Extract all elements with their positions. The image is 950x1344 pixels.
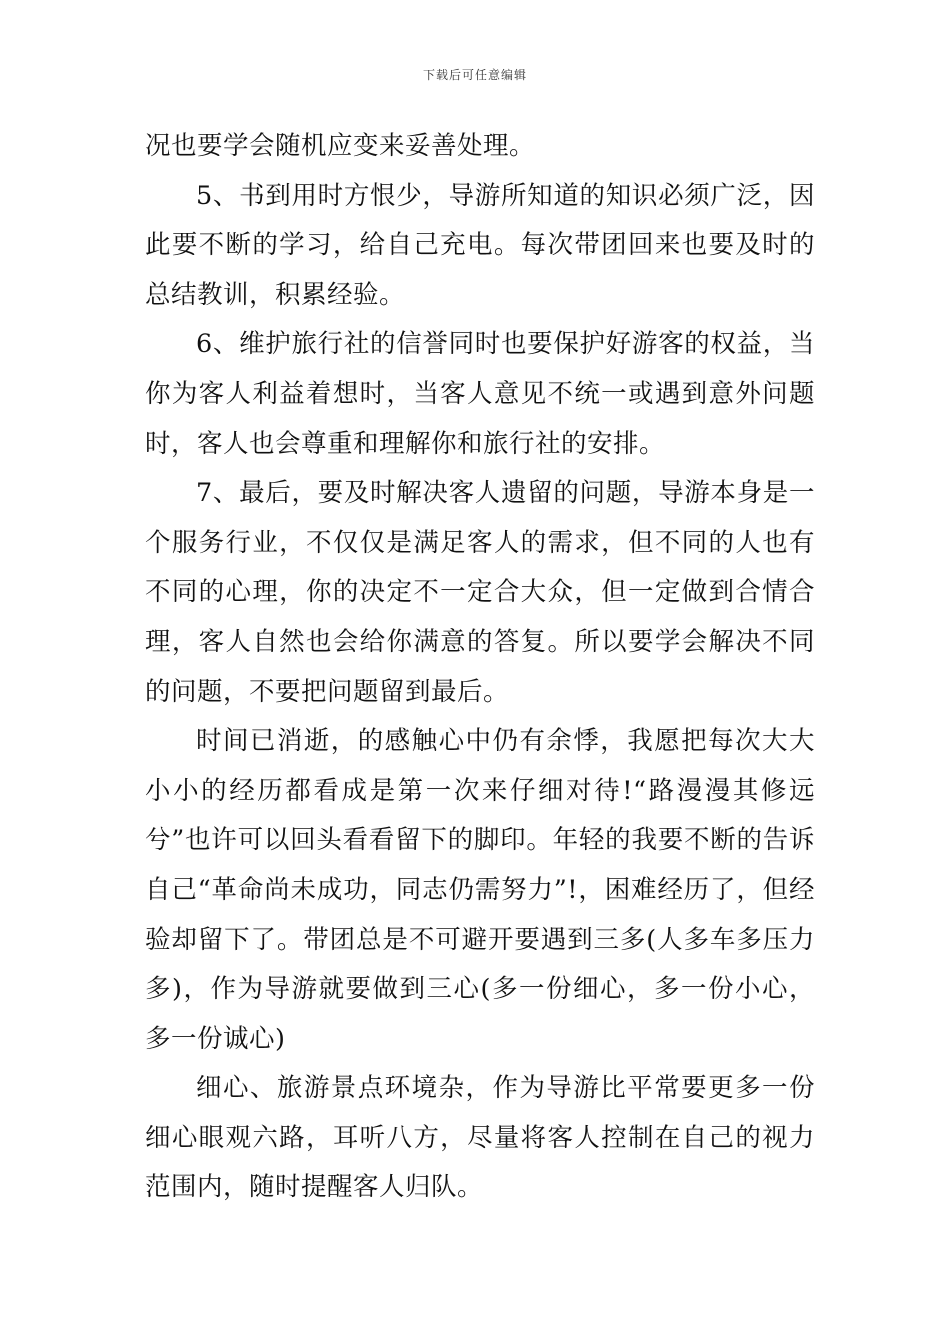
page-header: 下载后可任意编辑 [422,68,527,82]
paragraph-continuation: 况也要学会随机应变来妥善处理。 [145,131,536,161]
paragraph-item-6: 6、维护旅行社的信誉同时也要保护好游客的权益，当你为客人利益着想时，当客人意见不统一或遇到意外问题时，客人也会尊重和理解你和旅行社的安排。 [145,329,815,459]
paragraph-item-7: 7、最后，要及时解决客人遗留的问题，导游本身是一个服务行业，不仅仅是满足客人的需求，但不同的人也有不同的心理，你的决定不一定合大众，但一定做到合情合理，客人自然也会给你满意的答复。所以要学会解决不同的问题，不要把问题留到最后。 [145,478,815,707]
document-body [145,122,815,1213]
paragraph-attentiveness: 细心、旅游景点环境杂，作为导游比平常要更多一份细心眼观六路，耳听八方，尽量将客人控制在自己的视力范围内，随时提醒客人归队。 [145,1073,815,1203]
paragraph-reflection: 时间已消逝，的感触心中仍有余悸，我愿把每次大大小小的经历都看成是第一次来仔细对待!“路漫漫其修远兮”也许可以回头看看留下的脚印。年轻的我要不断的告诉自己“革命尚未成功，同志仍需努力”!，困难经历了，但经验却留下了。带团总是不可避开要遇到三多(人多车多压力多)，作为导游就要做到三心(多一份细心，多一份小心，多一份诚心) [145,726,815,1054]
paragraph-item-5: 5、书到用时方恨少，导游所知道的知识必须广泛，因此要不断的学习，给自己充电。每次带团回来也要及时的总结教训，积累经验。 [145,180,815,310]
